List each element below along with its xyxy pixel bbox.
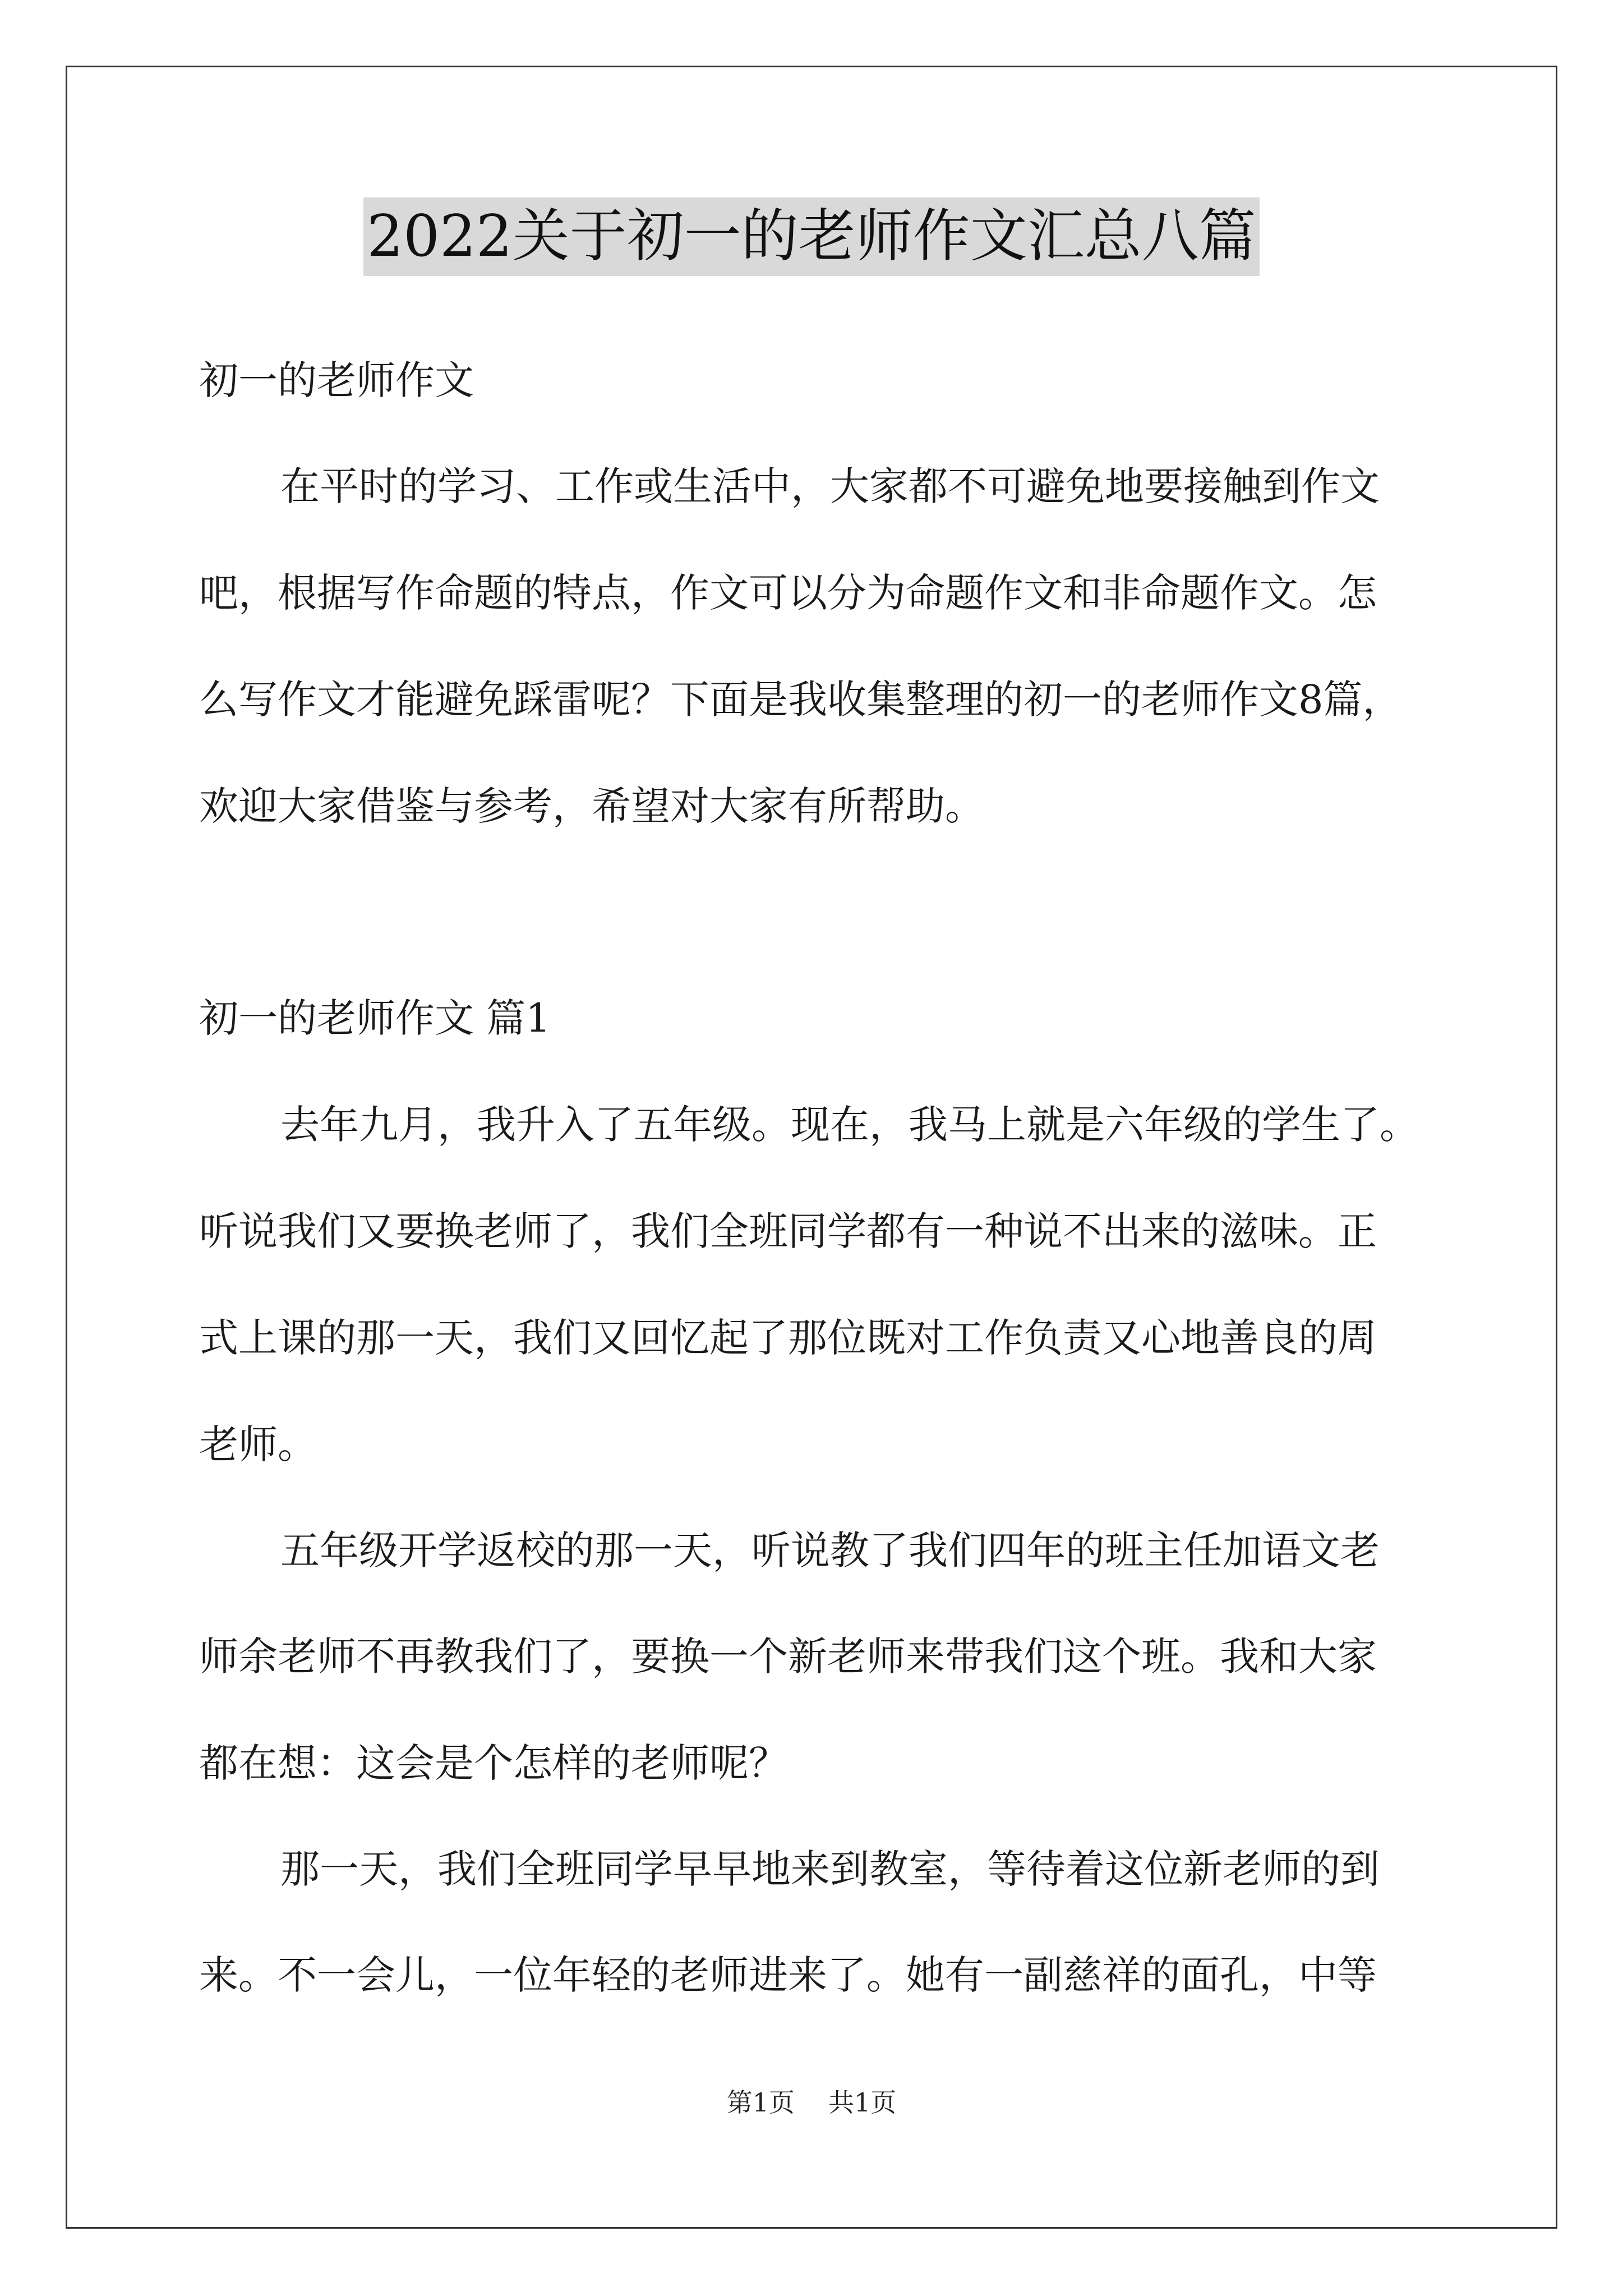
para2-line-1: 五年级开学返校的那一天，听说教了我们四年的班主任加语文老 [280, 1527, 1380, 1573]
para1-line-4: 老师。 [199, 1421, 317, 1467]
intro-line-4: 欢迎大家借鉴与参考，希望对大家有所帮助。 [199, 783, 984, 829]
section1-heading: 初一的老师作文 篇1 [199, 995, 551, 1041]
para1-line-3: 式上课的那一天，我们又回忆起了那位既对工作负责又心地善良的周 [199, 1315, 1377, 1361]
para1-line-2: 听说我们又要换老师了，我们全班同学都有一种说不出来的滋味。正 [199, 1208, 1377, 1254]
para3-line-1: 那一天，我们全班同学早早地来到教室，等待着这位新老师的到 [280, 1846, 1380, 1892]
para3-line-2: 来。不一会儿，一位年轻的老师进来了。她有一副慈祥的面孔，中等 [199, 1952, 1377, 1998]
intro-heading: 初一的老师作文 [199, 357, 474, 403]
intro-line-3: 么写作文才能避免踩雷呢？下面是我收集整理的初一的老师作文8篇， [199, 677, 1402, 723]
title-container [0, 197, 1623, 276]
page-footer [0, 2086, 1623, 2119]
page-number-current: 第1页 [726, 2087, 795, 2118]
para2-line-2: 师余老师不再教我们了，要换一个新老师来带我们这个班。我和大家 [199, 1634, 1377, 1680]
intro-line-1: 在平时的学习、工作或生活中，大家都不可避免地要接触到作文 [280, 463, 1380, 509]
document-title: 2022关于初一的老师作文汇总八篇 [363, 197, 1260, 276]
intro-line-2: 吧，根据写作命题的特点，作文可以分为命题作文和非命题作文。怎 [199, 570, 1377, 616]
para1-line-1: 去年九月，我升入了五年级。现在，我马上就是六年级的学生了。 [280, 1102, 1419, 1148]
page-number-total: 共1页 [828, 2087, 897, 2118]
para2-line-3: 都在想：这会是个怎样的老师呢？ [199, 1740, 788, 1786]
